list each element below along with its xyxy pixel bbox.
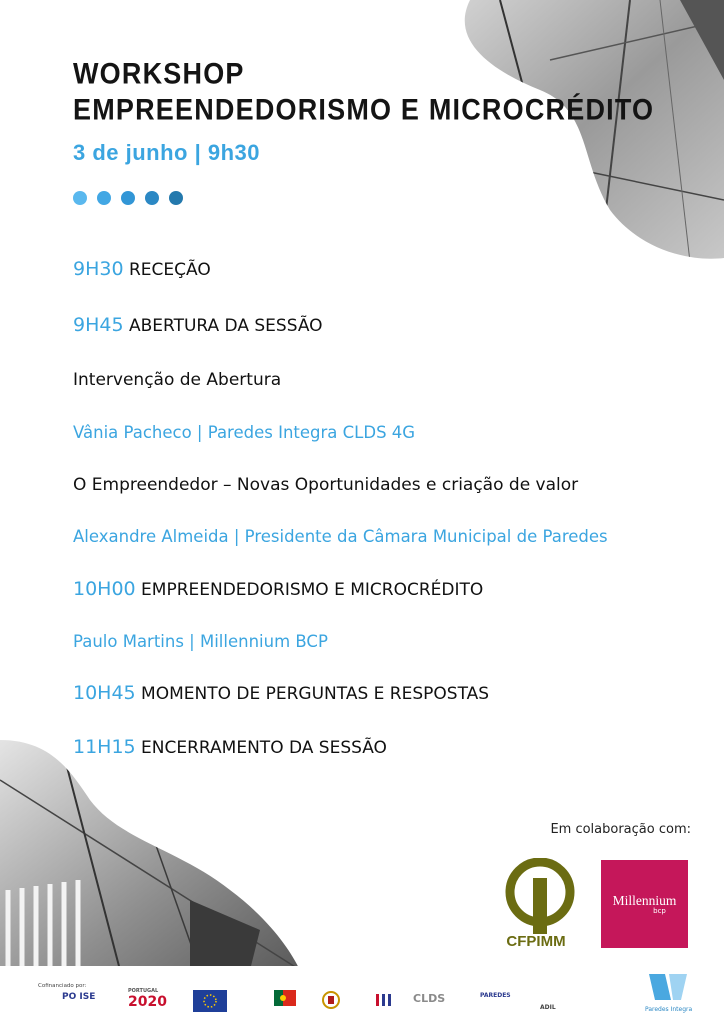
paredes-logo: PAREDES [480, 992, 511, 999]
speaker-paulo-martins: Paulo Martins | Millennium BCP [73, 632, 328, 651]
decorative-dots [73, 191, 183, 205]
eu-flag-icon [193, 990, 227, 1012]
cfpimm-logo [484, 858, 588, 950]
program-time: 11H15 [73, 736, 136, 758]
millennium-logo [601, 860, 688, 948]
program-time: 10H45 [73, 682, 136, 704]
title-line-1: WORKSHOP [73, 57, 245, 91]
program-time: 9H45 [73, 314, 124, 336]
speaker-alexandre-almeida: Alexandre Almeida | Presidente da Câmara Municipal de Paredes [73, 527, 608, 546]
talk-topic: O Empreendedor – Novas Oportunidades e criação de valor [73, 475, 579, 495]
program-item-opening [73, 314, 323, 336]
millennium-name: Millennium [612, 893, 677, 908]
dot [73, 191, 87, 205]
funding-footer [0, 966, 724, 1024]
dot [169, 191, 183, 205]
portugal2020-logo: 2020 [128, 994, 167, 1010]
clds-logo: CLDS [413, 992, 446, 1005]
program-item-questions [73, 682, 489, 704]
dot [97, 191, 111, 205]
coat-of-arms-icon [320, 990, 342, 1010]
iss-logo-icon [374, 990, 394, 1010]
program-label: RECEÇÃO [128, 260, 211, 280]
collaboration-label: Em colaboração com: [550, 822, 691, 837]
decorative-building-bottom-left [0, 740, 300, 970]
program-label: ABERTURA DA SESSÃO [128, 316, 323, 336]
paredes-integra-label: Paredes Integra [645, 1006, 693, 1013]
program-time: 9H30 [73, 258, 124, 280]
cofinanciado-label: Cofinanciado por: [38, 983, 87, 989]
portugal-small-label: PORTUGAL [128, 988, 159, 994]
dot [121, 191, 135, 205]
paredes-integra-icon [645, 970, 691, 1002]
title-block [73, 54, 654, 166]
program-item-closing [73, 736, 387, 758]
millennium-sub: bcp [653, 907, 666, 915]
cfpimm-emblem-icon [484, 858, 588, 934]
dot [145, 191, 159, 205]
program-time: 10H00 [73, 578, 136, 600]
opening-intervention: Intervenção de Abertura [73, 370, 282, 390]
speaker-vania-pacheco: Vânia Pacheco | Paredes Integra CLDS 4G [73, 423, 416, 442]
program-item-reception [73, 258, 211, 280]
portugal-flag-icon [274, 990, 296, 1006]
program-label: EMPREENDEDORISMO E MICROCRÉDITO [141, 580, 484, 600]
adil-logo: ADIL [540, 1004, 556, 1011]
program-label: ENCERRAMENTO DA SESSÃO [141, 738, 387, 758]
cfpimm-label: CFPIMM [506, 933, 566, 950]
poise-logo: PO ISE [62, 992, 96, 1002]
program-item-microcredit [73, 578, 483, 600]
event-date: 3 de junho | 9h30 [73, 140, 261, 165]
program-label: MOMENTO DE PERGUNTAS E RESPOSTAS [141, 684, 490, 704]
title-line-2: EMPREENDEDORISMO E MICROCRÉDITO [73, 93, 655, 127]
